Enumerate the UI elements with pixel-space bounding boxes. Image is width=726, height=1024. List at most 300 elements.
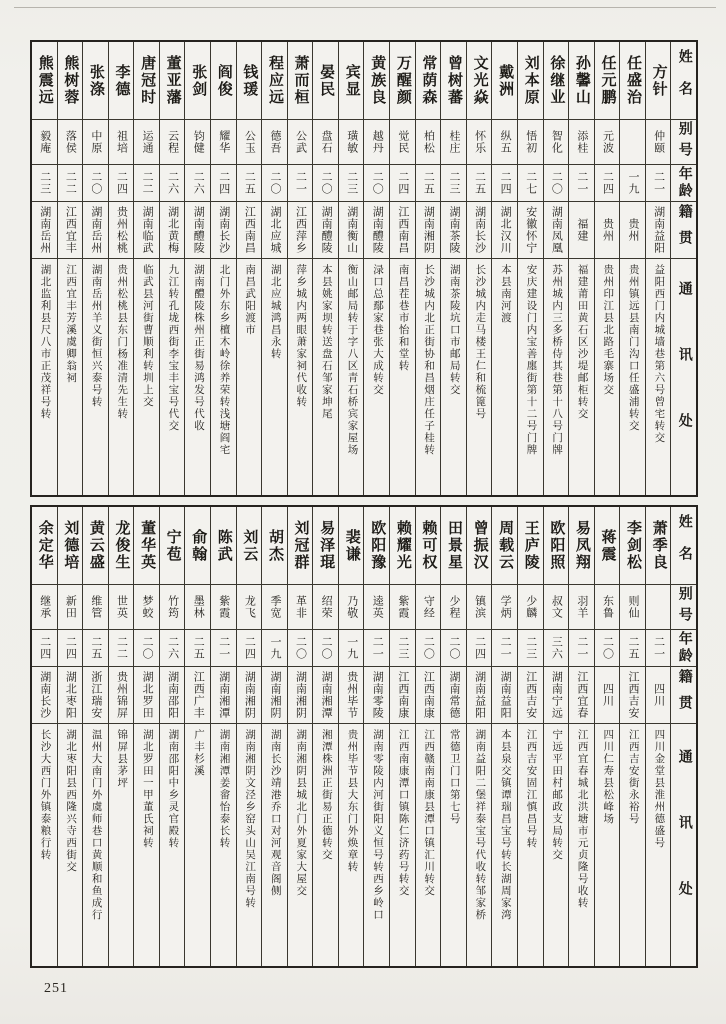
person-name-cell: 龙俊生 [109,507,134,585]
person-age-cell: 二〇 [595,630,620,667]
person-age-cell: 二一 [569,165,594,202]
person-name-cell: 王庐陵 [518,507,543,585]
person-origin-cell: 湖南岳州 [32,202,57,259]
person-name-cell: 萧季良 [646,507,671,585]
person-name-cell: 钱瑗 [237,42,262,120]
person-byname-cell: 逵英 [364,585,389,630]
person-byname-cell: 梦蛟 [134,585,159,630]
person-age-cell: 二四 [58,630,83,667]
person-byname-cell: 怀乐 [467,120,492,165]
person-origin-cell: 贵州 [595,202,620,259]
person-age-cell: 三六 [544,630,569,667]
header-address: 通讯处 [671,259,696,495]
directory-entry-column [543,507,569,966]
person-byname-cell: 公玉 [237,120,262,165]
directory-entry-column [312,42,338,495]
person-age-cell: 二四 [109,165,134,202]
person-address-cell: 衡山邮局转于字八区青石桥宾家屋场 [346,264,358,456]
directory-entry-column [594,507,620,966]
directory-entry-column [338,507,364,966]
person-byname-cell [620,120,645,165]
person-byname-cell: 龙飞 [237,585,262,630]
person-byname-cell: 祖培 [109,120,134,165]
person-address-cell: 湖北枣阳县西隆兴寺西街交 [65,729,77,873]
person-byname-cell: 钧健 [185,120,210,165]
person-age-cell: 二一 [646,630,671,667]
person-byname-cell: 绍荣 [313,585,338,630]
directory-entry-column [133,507,159,966]
person-age-cell: 二五 [620,630,645,667]
person-name-cell: 萧而桓 [288,42,313,120]
person-address-cell: 广丰杉溪 [192,729,204,777]
person-name-cell: 赖可权 [416,507,441,585]
person-byname-cell: 悟初 [518,120,543,165]
person-address-cell: 贵州松桃县东门杨准清先生转 [116,264,128,420]
directory-entry-column [491,507,517,966]
person-name-cell: 欧阳照 [544,507,569,585]
person-origin-cell: 四川 [646,667,671,724]
person-byname-cell: 镇滨 [467,585,492,630]
directory-entry-column [236,42,262,495]
person-age-cell: 二〇 [134,630,159,667]
person-origin-cell: 江西宜春 [569,667,594,724]
directory-table-bottom [30,505,698,968]
header-column [670,507,696,966]
person-name-cell: 孙馨山 [569,42,594,120]
directory-entry-column [82,42,108,495]
person-age-cell: 二四 [595,165,620,202]
person-age-cell: 二一 [569,630,594,667]
person-address-cell: 湖南湘潭姜畲怡泰长转 [218,729,230,849]
person-address-cell: 北门外东乡檀木岭徐养荣转浅塘阎宅 [218,264,230,456]
person-origin-cell: 湖南湘阴 [288,667,313,724]
directory-entry-column [543,42,569,495]
person-name-cell: 易凤翔 [569,507,594,585]
directory-entry-column [645,507,671,966]
directory-entry-column [261,507,287,966]
person-age-cell: 二五 [237,165,262,202]
person-origin-cell: 湖南零陵 [364,667,389,724]
person-age-cell: 二〇 [262,165,287,202]
directory-entry-column [594,42,620,495]
person-origin-cell: 四川 [595,667,620,724]
directory-entry-column [415,507,441,966]
directory-entry-column [389,507,415,966]
person-address-cell: 临武县河街曹顺利转圳上交 [141,264,153,408]
person-origin-cell: 湖南益阳 [646,202,671,259]
person-address-cell: 江西宜丰芳溪虞卿翁祠 [65,264,77,384]
person-origin-cell: 江西吉安 [620,667,645,724]
directory-entry-column [287,42,313,495]
person-address-cell: 宁远平田村邮政支局转交 [551,729,563,861]
person-origin-cell: 湖南醴陵 [364,202,389,259]
person-name-cell: 董亚藩 [160,42,185,120]
person-age-cell: 二〇 [288,630,313,667]
person-name-cell: 徐继业 [544,42,569,120]
person-address-cell: 苏州城内三多桥侍其巷第十八号门牌 [551,264,563,456]
directory-entry-column [184,42,210,495]
person-age-cell: 二五 [83,630,108,667]
directory-entry-column [338,42,364,495]
person-byname-cell: 墨林 [185,585,210,630]
person-name-cell: 余定华 [32,507,57,585]
person-byname-cell: 东鲁 [595,585,620,630]
person-byname-cell: 耀华 [211,120,236,165]
person-name-cell: 熊树蓉 [58,42,83,120]
person-byname-cell: 竹筠 [160,585,185,630]
person-age-cell: 二二 [109,630,134,667]
person-age-cell: 二五 [416,165,441,202]
person-age-cell: 二四 [237,630,262,667]
person-name-cell: 曾振汉 [467,507,492,585]
person-byname-cell: 添桂 [569,120,594,165]
person-address-cell: 南昌茬巷市怡和堂转 [397,264,409,372]
person-byname-cell: 觉民 [390,120,415,165]
person-origin-cell: 湖南湘阴 [262,667,287,724]
person-age-cell: 二一 [492,630,517,667]
person-name-cell: 裴谦 [339,507,364,585]
person-address-cell: 湖南零陵内河街阳义恒号转西乡岭口 [372,729,384,921]
directory-entry-column [108,507,134,966]
person-origin-cell: 湖南凤凰 [544,202,569,259]
person-name-cell: 黄云盛 [83,507,108,585]
person-age-cell: 二四 [211,165,236,202]
person-name-cell: 晏民 [313,42,338,120]
person-origin-cell: 湖北黄梅 [160,202,185,259]
person-origin-cell: 江西南昌 [390,202,415,259]
person-address-cell: 湖南岳州羊义街恒兴泰号转 [90,264,102,408]
person-age-cell: 二〇 [83,165,108,202]
person-age-cell: 二六 [160,630,185,667]
directory-entry-column [415,42,441,495]
person-address-cell: 湖南邵阳中乡灵官殿转 [167,729,179,849]
person-origin-cell: 江西广丰 [185,667,210,724]
person-origin-cell: 湖北应城 [262,202,287,259]
person-address-cell: 湖北监利县尺八市正茂祥号转 [39,264,51,420]
person-name-cell: 刘云 [237,507,262,585]
person-origin-cell: 安徽怀宁 [518,202,543,259]
directory-entry-column [312,507,338,966]
directory-entry-column [261,42,287,495]
person-address-cell: 长沙城内走马楼王仁和梳篦号 [474,264,486,420]
person-address-cell: 四川金堂县淮州德盛号 [653,729,665,849]
person-origin-cell: 江西南康 [416,667,441,724]
person-byname-cell: 羽羊 [569,585,594,630]
person-name-cell: 胡杰 [262,507,287,585]
person-byname-cell: 中原 [83,120,108,165]
person-origin-cell: 湖南醴陵 [313,202,338,259]
person-byname-cell: 学炳 [492,585,517,630]
person-address-cell: 益阳西门内城墙巷第六号曾宅转交 [653,264,665,444]
person-address-cell: 江西南康潭口镇陈仁济药号转交 [397,729,409,897]
person-age-cell: 二五 [467,165,492,202]
person-age-cell: 二〇 [416,630,441,667]
person-age-cell: 二〇 [313,630,338,667]
person-address-cell: 江西吉安街永裕号 [627,729,639,825]
person-address-cell: 长沙城内北正街协和昌烟庄任子桂转 [423,264,435,456]
directory-entry-column [159,507,185,966]
person-byname-cell: 少麟 [518,585,543,630]
header-byname: 别号 [671,120,696,165]
header-name: 姓名 [671,42,696,120]
directory-entry-column [517,507,543,966]
person-age-cell: 二三 [518,630,543,667]
person-name-cell: 文光焱 [467,42,492,120]
directory-entry-column [210,507,236,966]
person-name-cell: 熊震远 [32,42,57,120]
person-name-cell: 阎俊 [211,42,236,120]
person-byname-cell: 革非 [288,585,313,630]
person-origin-cell: 湖南衡山 [339,202,364,259]
person-byname-cell: 盘石 [313,120,338,165]
person-byname-cell: 季宽 [262,585,287,630]
person-origin-cell: 湖南长沙 [467,202,492,259]
directory-entry-column [619,42,645,495]
person-byname-cell: 运通 [134,120,159,165]
directory-entry-column [363,507,389,966]
person-name-cell: 常荫森 [416,42,441,120]
person-name-cell: 张涤 [83,42,108,120]
person-address-cell: 湖南长沙靖港乔口对河观音阁侧 [269,729,281,897]
person-origin-cell: 湖南长沙 [211,202,236,259]
person-origin-cell: 湖南临武 [134,202,159,259]
person-origin-cell: 湖北罗田 [134,667,159,724]
person-origin-cell: 湖南湘阴 [416,202,441,259]
directory-entry-column [568,507,594,966]
person-address-cell: 萍乡城内两眼萧家祠代收转 [295,264,307,408]
header-origin: 籍贯 [671,667,696,724]
person-age-cell: 二四 [467,630,492,667]
directory-entry-column [440,507,466,966]
person-origin-cell: 江西萍乡 [288,202,313,259]
person-byname-cell: 云程 [160,120,185,165]
person-byname-cell: 柏松 [416,120,441,165]
person-byname-cell: 守经 [416,585,441,630]
directory-entry-column [57,42,83,495]
directory-entry-column [491,42,517,495]
person-name-cell: 李剑松 [620,507,645,585]
directory-entry-column [619,507,645,966]
person-origin-cell: 贵州 [620,202,645,259]
person-byname-cell: 元波 [595,120,620,165]
person-byname-cell: 世英 [109,585,134,630]
directory-entry-column [159,42,185,495]
person-byname-cell [646,585,671,630]
person-age-cell: 一九 [262,630,287,667]
person-byname-cell: 越丹 [364,120,389,165]
person-origin-cell: 湖南益阳 [492,667,517,724]
person-age-cell: 二六 [160,165,185,202]
person-age-cell: 二二 [134,165,159,202]
person-address-cell: 贵州毕节县大东门外焕章转 [346,729,358,873]
person-age-cell: 二七 [518,165,543,202]
person-name-cell: 唐冠时 [134,42,159,120]
person-origin-cell: 江西南昌 [237,202,262,259]
person-address-cell: 湖北应城鸿昌永转 [269,264,281,360]
person-byname-cell: 维管 [83,585,108,630]
person-age-cell: 二一 [288,165,313,202]
person-byname-cell: 德吾 [262,120,287,165]
person-byname-cell: 毅庵 [32,120,57,165]
person-name-cell: 宁苞 [160,507,185,585]
directory-entry-column [57,507,83,966]
person-age-cell: 二〇 [313,165,338,202]
directory-entry-column [568,42,594,495]
person-name-cell: 刘冠群 [288,507,313,585]
person-age-cell: 二一 [364,630,389,667]
person-age-cell: 二四 [390,165,415,202]
person-address-cell: 湖南益阳二堡祥泰宝号代收转邹家桥 [474,729,486,921]
person-age-cell: 二一 [211,630,236,667]
person-origin-cell: 湖南湘潭 [313,667,338,724]
person-age-cell: 二三 [441,165,466,202]
person-address-cell: 本县南河渡 [499,264,511,324]
page-scan-edge [14,7,716,8]
person-byname-cell: 少程 [441,585,466,630]
directory-entry-column [363,42,389,495]
person-age-cell: 二〇 [364,165,389,202]
person-origin-cell: 湖南长沙 [32,667,57,724]
directory-entry-column [440,42,466,495]
person-name-cell: 董华英 [134,507,159,585]
header-byname: 别号 [671,585,696,630]
header-column [670,42,696,495]
directory-entry-column [287,507,313,966]
person-address-cell: 江西赣南南康县潭口镇汇川转交 [423,729,435,897]
person-byname-cell: 仲颐 [646,120,671,165]
person-byname-cell: 乃敬 [339,585,364,630]
person-age-cell: 二五 [185,630,210,667]
person-address-cell: 江西宜春城北洪塘市元贞隆号收转 [576,729,588,909]
person-byname-cell: 智化 [544,120,569,165]
person-byname-cell: 落侯 [58,120,83,165]
person-age-cell: 二二 [58,165,83,202]
person-address-cell: 南昌武阳渡市 [244,264,256,336]
person-address-cell: 锦屏县茅坪 [116,729,128,789]
person-byname-cell: 新田 [58,585,83,630]
person-name-cell: 田景星 [441,507,466,585]
person-origin-cell: 湖南宁远 [544,667,569,724]
directory-entry-column [108,42,134,495]
person-name-cell: 戴洲 [492,42,517,120]
person-origin-cell: 湖南岳州 [83,202,108,259]
person-address-cell: 湖北罗田一甲董氏祠转 [141,729,153,849]
header-origin: 籍贯 [671,202,696,259]
person-origin-cell: 福建 [569,202,594,259]
header-address: 通讯处 [671,724,696,966]
person-origin-cell: 贵州锦屏 [109,667,134,724]
person-name-cell: 万醒颜 [390,42,415,120]
header-name: 姓名 [671,507,696,585]
person-name-cell: 黄族良 [364,42,389,120]
person-address-cell: 九江转孔垅西街李宝丰宝号代交 [167,264,179,432]
directory-entry-column [32,507,57,966]
person-address-cell: 本县泉交镇谭瑞昌宝号转长湖周家湾 [499,729,511,921]
person-address-cell: 本县姚家坝转送盘石邹家坤尾 [320,264,332,420]
directory-entry-column [32,42,57,495]
person-origin-cell: 贵州毕节 [339,667,364,724]
person-origin-cell: 湖南常德 [441,667,466,724]
person-byname-cell: 公武 [288,120,313,165]
person-age-cell: 一九 [339,630,364,667]
person-name-cell: 蒋震 [595,507,620,585]
person-address-cell: 湘潭株洲正街易正德转交 [320,729,332,861]
person-name-cell: 刘本原 [518,42,543,120]
person-name-cell: 程应远 [262,42,287,120]
person-address-cell: 常德卫门口第七号 [448,729,460,825]
person-address-cell: 湖南茶陵坑口市邮局转交 [448,264,460,396]
person-origin-cell: 湖北汉川 [492,202,517,259]
person-address-cell: 湖南醴陵株州正街易鸿发号代收 [192,264,204,432]
person-byname-cell: 桂庄 [441,120,466,165]
person-address-cell: 湖南湘阴县城北门外夏家大屋交 [295,729,307,897]
directory-entry-column [82,507,108,966]
person-origin-cell: 湖南醴陵 [185,202,210,259]
directory-entry-column [236,507,262,966]
person-name-cell: 宾显 [339,42,364,120]
person-name-cell: 曾树蕃 [441,42,466,120]
person-byname-cell: 紫霞 [390,585,415,630]
person-age-cell: 二一 [646,165,671,202]
person-name-cell: 任盛治 [620,42,645,120]
person-byname-cell: 继承 [32,585,57,630]
person-address-cell: 湖南湘阴文泾乡窑头山吴江南号转 [244,729,256,909]
person-address-cell: 安庆建设门内宝善廛街第十二号门牌 [525,264,537,456]
person-name-cell: 俞翰 [185,507,210,585]
person-age-cell: 一九 [620,165,645,202]
directory-entry-column [645,42,671,495]
person-address-cell: 温州大南门外虞师巷口黄顺和鱼成行 [90,729,102,921]
directory-entry-column [466,507,492,966]
person-byname-cell: 纵五 [492,120,517,165]
person-name-cell: 任元鹏 [595,42,620,120]
person-address-cell: 贵州印江县北路毛寨场交 [602,264,614,396]
person-age-cell: 二四 [32,630,57,667]
directory-entry-column [210,42,236,495]
person-origin-cell: 湖南益阳 [467,667,492,724]
person-address-cell: 长沙大西门外镇泰粮行转 [39,729,51,861]
header-age: 年龄 [671,630,696,667]
person-byname-cell: 叔文 [544,585,569,630]
directory-entry-column [184,507,210,966]
person-origin-cell: 湖南湘潭 [211,667,236,724]
page-number: 251 [44,981,68,996]
directory-entry-column [389,42,415,495]
person-age-cell: 二〇 [544,165,569,202]
person-origin-cell: 湖南茶陵 [441,202,466,259]
person-name-cell: 周载云 [492,507,517,585]
person-name-cell: 欧阳豫 [364,507,389,585]
person-address-cell: 福建莆田黄石区沙堤邮柜转交 [576,264,588,420]
person-origin-cell: 贵州松桃 [109,202,134,259]
directory-table-top [30,40,698,497]
person-origin-cell: 浙江瑞安 [83,667,108,724]
person-name-cell: 陈武 [211,507,236,585]
person-address-cell: 四川仁寿县松峰场 [602,729,614,825]
person-address-cell: 渌口总鄢家巷张大成转交 [372,264,384,396]
person-name-cell: 李德 [109,42,134,120]
person-origin-cell: 湖北枣阳 [58,667,83,724]
directory-entry-column [133,42,159,495]
person-name-cell: 张剑 [185,42,210,120]
person-name-cell: 赖耀光 [390,507,415,585]
person-age-cell: 二六 [185,165,210,202]
person-age-cell: 二〇 [441,630,466,667]
person-address-cell: 江西吉安固江慎昌号转 [525,729,537,849]
directory-entry-column [517,42,543,495]
person-origin-cell: 湖南湘阴 [237,667,262,724]
person-byname-cell: 璜敏 [339,120,364,165]
